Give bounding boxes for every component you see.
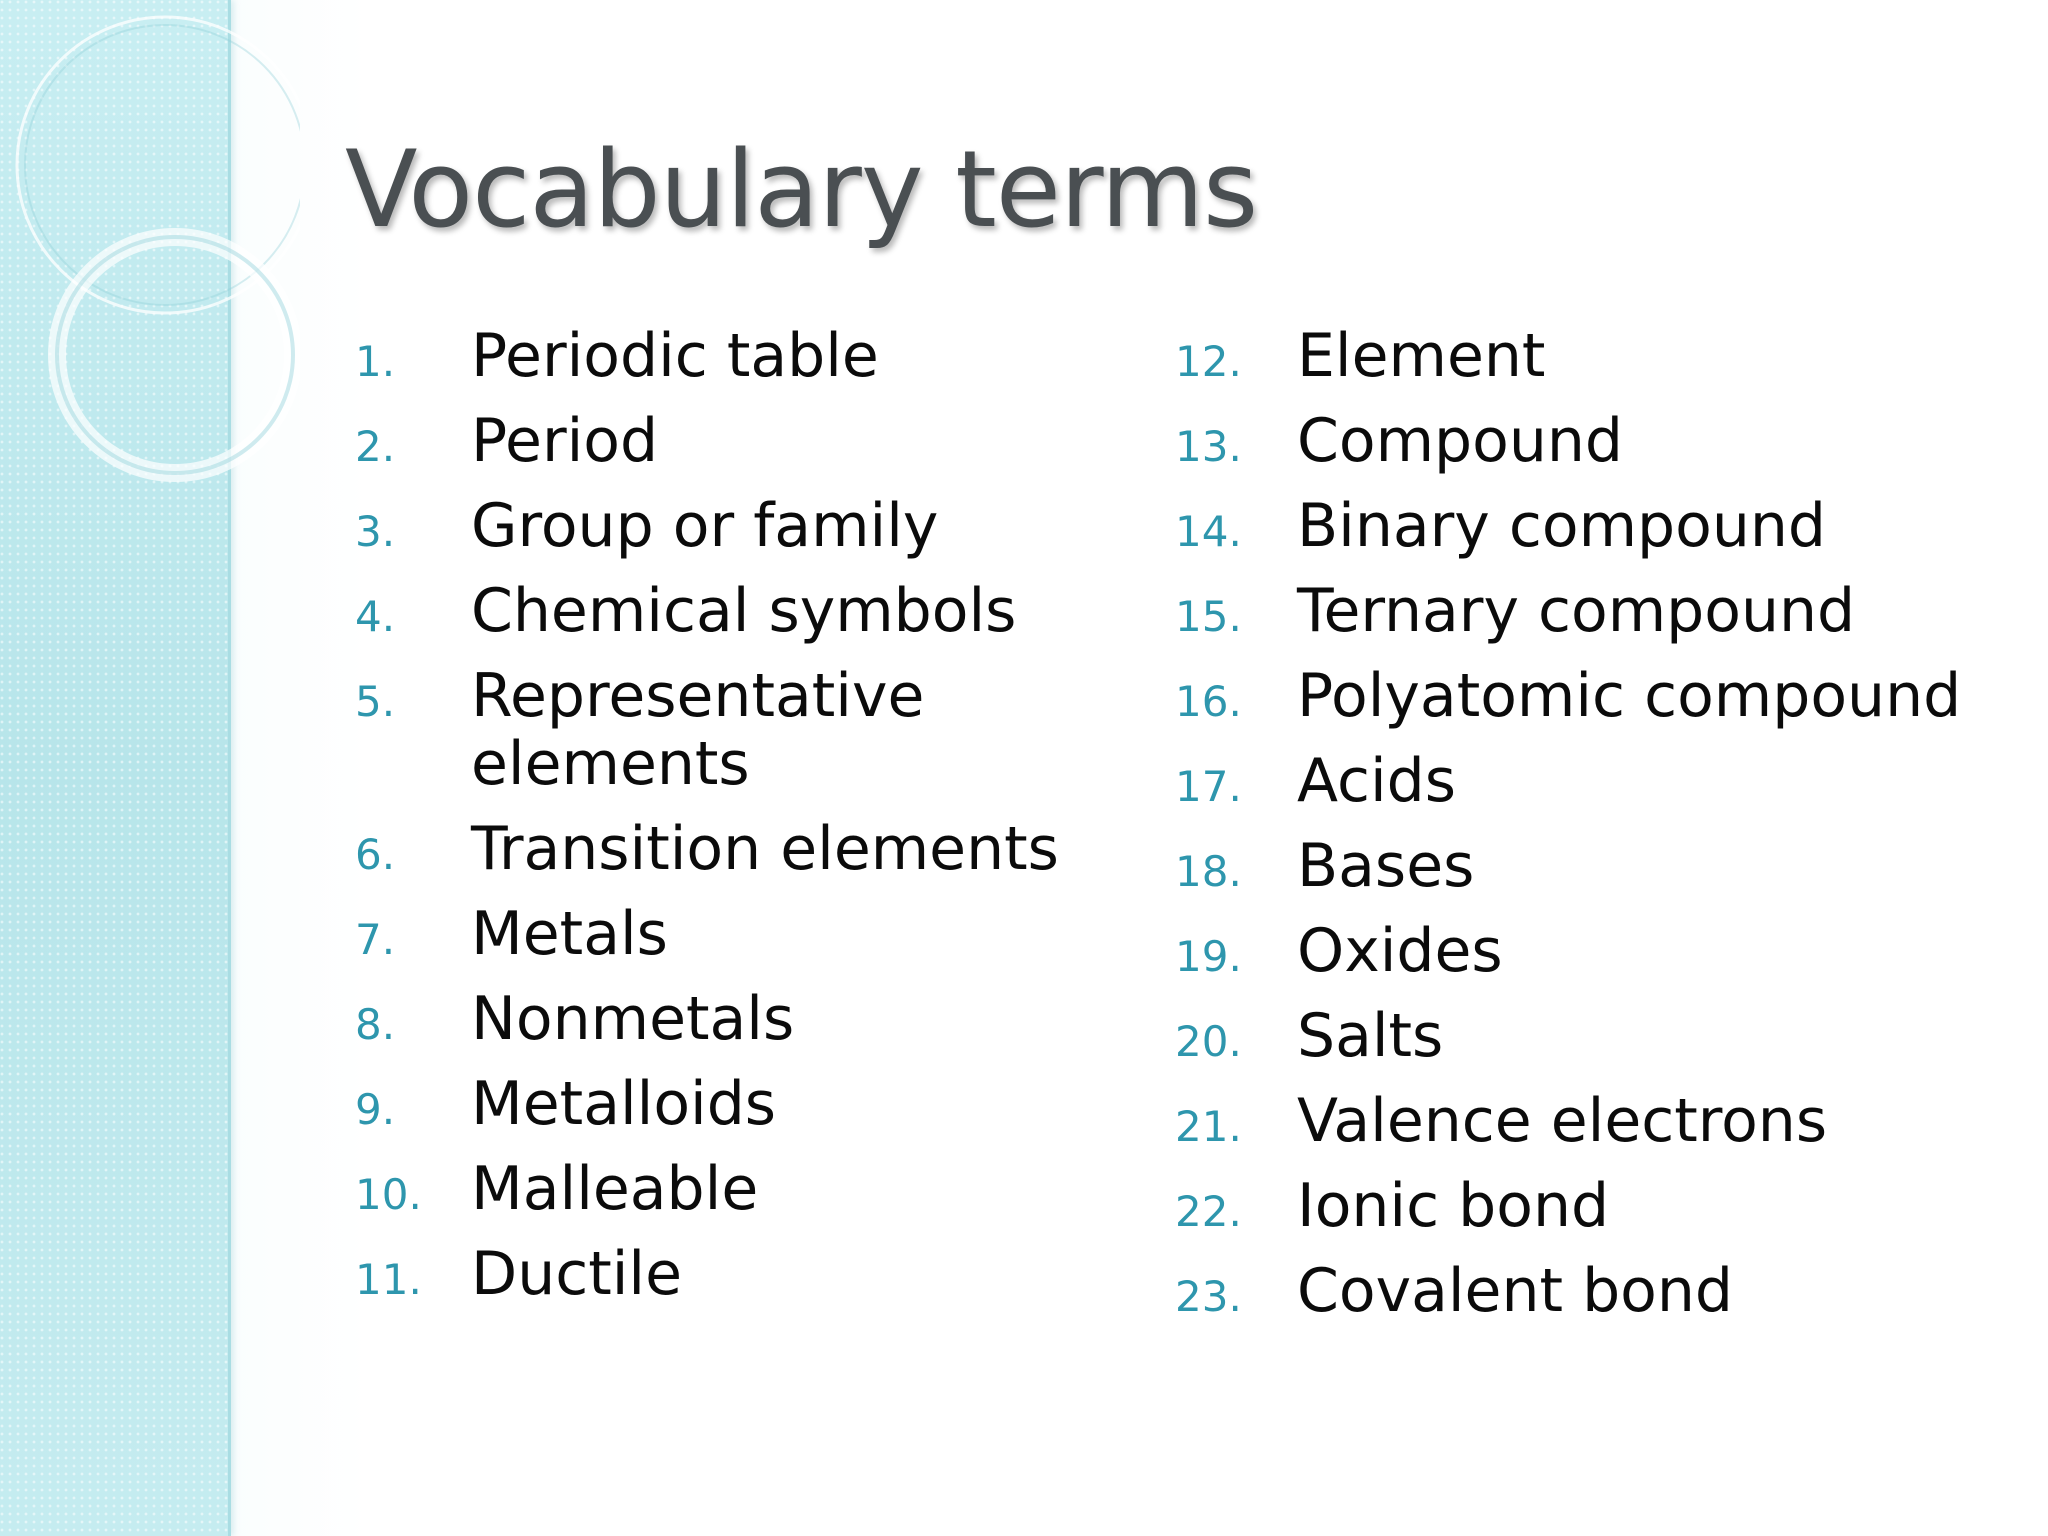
list-item-number: 22. — [1175, 1187, 1242, 1236]
list-item — [1175, 407, 1961, 475]
list-item — [355, 492, 1059, 560]
list-item-number: 18. — [1175, 847, 1242, 896]
slide-title: Vocabulary terms — [345, 128, 1258, 251]
list-item — [355, 407, 1059, 475]
list-item — [355, 577, 1059, 645]
list-item-number: 11. — [355, 1255, 422, 1304]
list-item-number: 8. — [355, 1000, 396, 1049]
list-item — [1175, 917, 1961, 985]
list-item-term: Ternary compound — [1297, 576, 1856, 646]
list-item-term: Transition elements — [471, 814, 1059, 884]
list-item — [1175, 577, 1961, 645]
list-item-term: Periodic table — [471, 321, 879, 391]
list-item — [1175, 1087, 1961, 1155]
list-item-term: Binary compound — [1297, 491, 1826, 561]
decorative-swirl-icon — [0, 0, 300, 520]
list-item-term: Group or family — [471, 491, 939, 561]
list-item-number: 16. — [1175, 677, 1242, 726]
list-item — [1175, 322, 1961, 390]
list-item-number: 7. — [355, 915, 396, 964]
list-item-term: Malleable — [471, 1154, 759, 1224]
list-item-number: 10. — [355, 1170, 422, 1219]
list-item-number: 1. — [355, 337, 396, 386]
list-item-term: Acids — [1297, 746, 1456, 816]
list-item — [355, 900, 1059, 968]
list-item — [355, 815, 1059, 883]
list-item-term: Oxides — [1297, 916, 1503, 986]
list-item — [1175, 747, 1961, 815]
vocabulary-list-left — [355, 322, 1059, 1325]
list-item-term: Covalent bond — [1297, 1256, 1733, 1326]
list-item — [1175, 1257, 1961, 1325]
list-item-number: 15. — [1175, 592, 1242, 641]
list-item-number: 4. — [355, 592, 396, 641]
list-item-term: Ionic bond — [1297, 1171, 1610, 1241]
list-item-number: 17. — [1175, 762, 1242, 811]
list-item — [355, 1155, 1059, 1223]
list-item — [355, 322, 1059, 390]
list-item-number: 5. — [355, 677, 396, 726]
list-item-term: Salts — [1297, 1001, 1444, 1071]
list-item-term: Period — [471, 406, 659, 476]
list-item-number: 9. — [355, 1085, 396, 1134]
list-item — [355, 662, 1059, 798]
list-item-term: Nonmetals — [471, 984, 795, 1054]
list-item-number: 23. — [1175, 1272, 1242, 1321]
list-item — [1175, 1002, 1961, 1070]
list-item-term: Representative elements — [471, 661, 925, 799]
list-item — [355, 985, 1059, 1053]
list-item-term: Metals — [471, 899, 668, 969]
list-item-term: Metalloids — [471, 1069, 777, 1139]
list-item-number: 12. — [1175, 337, 1242, 386]
list-item-term: Valence electrons — [1297, 1086, 1828, 1156]
list-item — [355, 1070, 1059, 1138]
list-item-number: 2. — [355, 422, 396, 471]
list-item-number: 14. — [1175, 507, 1242, 556]
list-item-number: 3. — [355, 507, 396, 556]
list-item — [1175, 662, 1961, 730]
list-item-term: Chemical symbols — [471, 576, 1017, 646]
list-item-term: Polyatomic compound — [1297, 661, 1962, 731]
list-item — [355, 1240, 1059, 1308]
list-item-number: 20. — [1175, 1017, 1242, 1066]
list-item-number: 6. — [355, 830, 396, 879]
list-item-number: 19. — [1175, 932, 1242, 981]
list-item-number: 21. — [1175, 1102, 1242, 1151]
list-item-term: Bases — [1297, 831, 1475, 901]
list-item-number: 13. — [1175, 422, 1242, 471]
list-item — [1175, 832, 1961, 900]
list-item-term: Ductile — [471, 1239, 682, 1309]
list-item — [1175, 492, 1961, 560]
list-item-term: Compound — [1297, 406, 1623, 476]
list-item — [1175, 1172, 1961, 1240]
vocabulary-list-right — [1175, 322, 1961, 1342]
list-item-term: Element — [1297, 321, 1546, 391]
